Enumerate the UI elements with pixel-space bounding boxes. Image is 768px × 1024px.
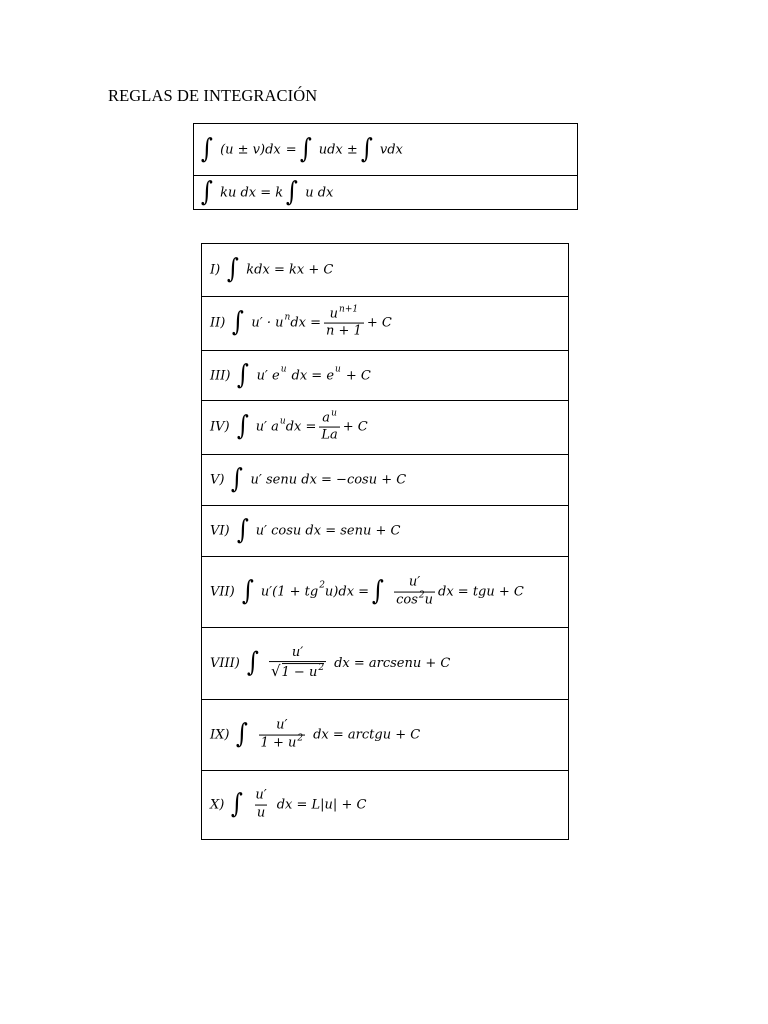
superscript: 2 — [319, 581, 325, 591]
integral-symbol: ∫ — [227, 253, 240, 285]
formula-text: dx = — [290, 316, 321, 331]
formula-text: dx = L|u| + C — [276, 797, 367, 813]
formula-text: (u ± v)dx — [220, 142, 281, 157]
integral-symbol: ∫ — [231, 788, 244, 820]
rule-numeral: III) — [210, 368, 231, 383]
page-title: REGLAS DE INTEGRACIÓN — [108, 86, 318, 105]
formula — [210, 514, 401, 546]
rule-row — [202, 556, 568, 627]
rule-numeral: V) — [210, 472, 225, 488]
rules-table — [201, 243, 569, 840]
superscript: n+1 — [339, 304, 359, 315]
rule-numeral: X) — [210, 797, 225, 813]
formula — [210, 304, 392, 340]
fraction — [259, 719, 306, 752]
integral-symbol: ∫ — [241, 575, 254, 607]
rule-row — [202, 627, 568, 699]
rule-row — [202, 400, 568, 454]
denominator: La — [321, 428, 338, 443]
formula — [210, 789, 366, 822]
numerator: u′ — [408, 574, 421, 590]
formula-text: ku dx = k — [220, 185, 284, 200]
formula-text: dx = e — [291, 368, 335, 383]
formula-text: u′ senu dx = −cosu + C — [250, 472, 407, 488]
rule-row — [202, 505, 568, 556]
superscript: u — [280, 364, 287, 375]
integral-symbol: ∫ — [236, 514, 249, 546]
integral-symbol: ∫ — [236, 411, 249, 442]
formula — [210, 719, 420, 752]
integral-symbol: ∫ — [246, 647, 259, 678]
formula-text: + C — [345, 368, 371, 383]
integral-symbol: ∫ — [237, 359, 250, 390]
formula-text: dx = arcsenu + C — [334, 656, 451, 671]
property-row-constant — [194, 175, 577, 209]
sqrt-symbol: √ — [270, 662, 281, 681]
rule-row — [202, 350, 568, 400]
integral-symbol: ∫ — [201, 176, 214, 207]
rule-numeral: VIII) — [210, 656, 240, 671]
rule-numeral: VII) — [210, 584, 235, 600]
numerator: u′ — [291, 644, 304, 660]
superscript: 2 — [297, 733, 304, 744]
formula-text: vdx — [379, 142, 403, 157]
integral-symbol: ∫ — [360, 133, 373, 164]
formula-text: = — [285, 142, 297, 157]
formula — [210, 359, 371, 390]
rule-numeral: I) — [210, 262, 221, 278]
denominator: u — [256, 805, 266, 821]
integral-symbol: ∫ — [286, 176, 299, 207]
denominator: 1 + u — [260, 735, 297, 751]
fraction — [269, 646, 326, 682]
formula-text: u dx — [305, 185, 334, 200]
numerator: u′ — [276, 717, 288, 733]
rule-row — [202, 454, 568, 505]
superscript: 2 — [318, 663, 325, 674]
formula-text: + C — [342, 420, 368, 435]
numerator: u — [329, 306, 339, 322]
formula — [198, 176, 334, 207]
rule-row — [202, 244, 568, 296]
superscript: 2 — [418, 590, 425, 601]
numerator: u′ — [255, 787, 267, 803]
formula-text: dx = tgu + C — [438, 584, 524, 600]
rule-row — [202, 770, 568, 839]
formula-text: udx ± — [318, 142, 358, 157]
rule-numeral: IV) — [210, 420, 230, 435]
formula-text: dx = — [285, 420, 317, 435]
property-row-sum — [194, 124, 577, 175]
formula-text: kdx = kx + C — [246, 262, 334, 278]
fraction — [319, 408, 339, 444]
fraction — [394, 576, 435, 609]
fraction — [253, 789, 268, 822]
integral-symbol: ∫ — [201, 133, 214, 164]
superscript: n — [284, 312, 291, 323]
denominator: n + 1 — [326, 324, 362, 339]
formula — [198, 133, 403, 164]
integral-symbol: ∫ — [372, 575, 385, 607]
formula-text: u′ · u — [251, 316, 284, 331]
formula — [210, 463, 407, 495]
numerator: a — [322, 410, 331, 426]
rule-row — [202, 699, 568, 770]
integral-symbol: ∫ — [236, 718, 249, 750]
denominator: cos — [396, 592, 418, 608]
formula-text: + C — [366, 316, 392, 331]
superscript: u — [335, 364, 341, 375]
formula-text: u′(1 + tg — [260, 584, 319, 600]
rule-numeral: II) — [210, 316, 226, 331]
rule-numeral: IX) — [210, 727, 230, 743]
fraction — [324, 304, 364, 340]
formula-text: u′ a — [255, 420, 279, 435]
denominator: 1 − u — [281, 665, 318, 681]
formula-text: u′ e — [256, 368, 280, 383]
properties-table — [193, 123, 578, 210]
integral-symbol: ∫ — [299, 133, 312, 164]
integral-symbol: ∫ — [231, 463, 244, 495]
superscript: u — [279, 416, 286, 427]
formula-text: u)dx = — [324, 584, 370, 600]
rule-row — [202, 296, 568, 350]
superscript: u — [331, 408, 337, 419]
denominator: u — [424, 592, 434, 608]
formula — [210, 646, 450, 682]
formula-text: dx = arctgu + C — [313, 727, 421, 743]
integral-symbol: ∫ — [232, 307, 245, 338]
formula — [210, 576, 524, 609]
rule-numeral: VI) — [210, 523, 230, 539]
formula-text: u′ cosu dx = senu + C — [255, 523, 401, 539]
formula — [210, 253, 334, 285]
formula — [210, 408, 368, 444]
